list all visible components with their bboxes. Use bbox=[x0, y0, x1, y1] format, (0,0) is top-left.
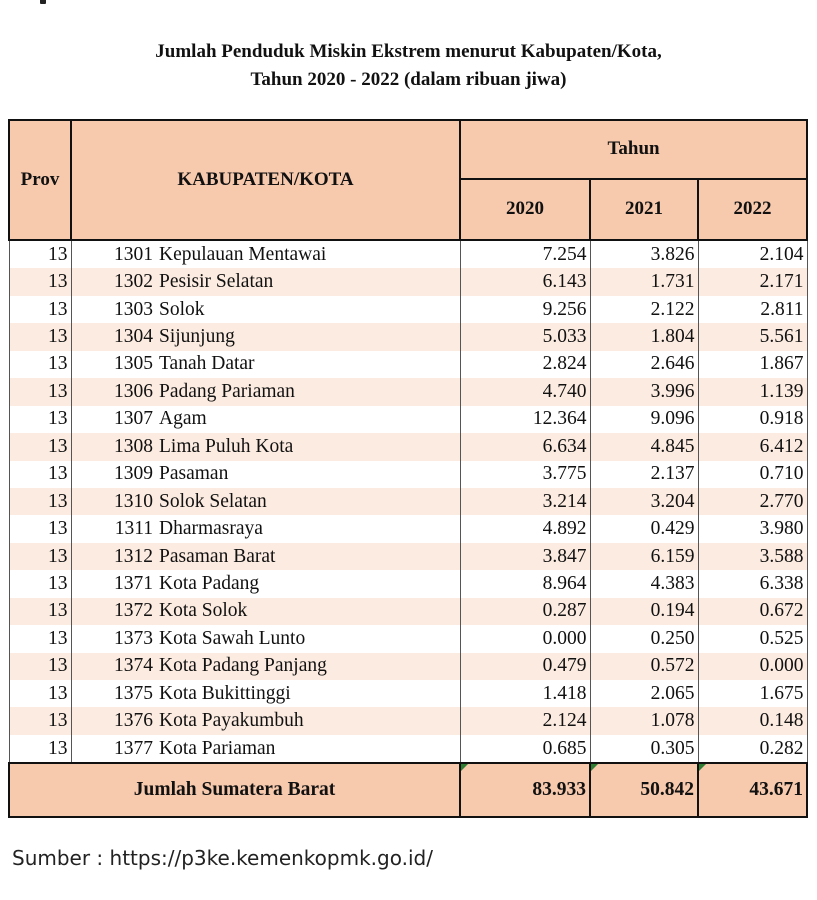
cell-2021: 0.572 bbox=[590, 653, 698, 680]
table-row bbox=[9, 323, 807, 350]
cell-2022: 2.104 bbox=[698, 240, 807, 268]
cell-prov: 13 bbox=[9, 323, 71, 350]
cell-2022: 3.588 bbox=[698, 543, 807, 570]
table-row bbox=[9, 296, 807, 323]
cell-2020: 6.634 bbox=[460, 433, 590, 460]
cell-2022: 1.139 bbox=[698, 378, 807, 405]
source-note: Sumber : https://p3ke.kemenkopmk.go.id/ bbox=[12, 846, 433, 870]
cell-2020: 3.214 bbox=[460, 488, 590, 515]
cell-2022: 1.867 bbox=[698, 351, 807, 378]
header-year-2022: 2022 bbox=[698, 179, 807, 240]
cell-prov: 13 bbox=[9, 488, 71, 515]
cell-2020: 12.364 bbox=[460, 406, 590, 433]
cell-2020: 2.124 bbox=[460, 707, 590, 734]
total-2022: 43.671 bbox=[698, 763, 807, 817]
cell-code: 1303 bbox=[71, 296, 157, 323]
cropped-previous-content bbox=[0, 0, 817, 6]
table-title bbox=[0, 38, 817, 94]
cell-2021: 1.804 bbox=[590, 323, 698, 350]
table-row bbox=[9, 680, 807, 707]
cell-code: 1371 bbox=[71, 570, 157, 597]
cell-name: Pesisir Selatan bbox=[157, 268, 460, 295]
header-kabupaten-kota: KABUPATEN/KOTA bbox=[71, 120, 460, 240]
cell-name: Kota Solok bbox=[157, 598, 460, 625]
cell-2021: 4.383 bbox=[590, 570, 698, 597]
cell-2021: 0.305 bbox=[590, 735, 698, 763]
cell-2022: 2.770 bbox=[698, 488, 807, 515]
cell-2020: 3.847 bbox=[460, 543, 590, 570]
table-body bbox=[9, 240, 807, 763]
cell-2021: 2.646 bbox=[590, 351, 698, 378]
header-year-2020: 2020 bbox=[460, 179, 590, 240]
cell-2022: 0.672 bbox=[698, 598, 807, 625]
table-row bbox=[9, 625, 807, 652]
cell-name: Solok Selatan bbox=[157, 488, 460, 515]
cell-2020: 0.685 bbox=[460, 735, 590, 763]
header-tahun: Tahun bbox=[460, 120, 807, 179]
header-year-2021: 2021 bbox=[590, 179, 698, 240]
cell-name: Lima Puluh Kota bbox=[157, 433, 460, 460]
title-line-1: Jumlah Penduduk Miskin Ekstrem menurut Kabupaten/Kota, bbox=[155, 41, 662, 62]
cell-code: 1373 bbox=[71, 625, 157, 652]
cell-code: 1308 bbox=[71, 433, 157, 460]
cell-name: Solok bbox=[157, 296, 460, 323]
cell-2022: 5.561 bbox=[698, 323, 807, 350]
cell-code: 1309 bbox=[71, 461, 157, 488]
table-row bbox=[9, 653, 807, 680]
total-2021: 50.842 bbox=[590, 763, 698, 817]
cell-prov: 13 bbox=[9, 653, 71, 680]
cell-2020: 4.740 bbox=[460, 378, 590, 405]
cell-code: 1375 bbox=[71, 680, 157, 707]
cell-2020: 2.824 bbox=[460, 351, 590, 378]
cell-name: Kota Padang bbox=[157, 570, 460, 597]
cell-prov: 13 bbox=[9, 461, 71, 488]
cell-prov: 13 bbox=[9, 268, 71, 295]
title-line-2: Tahun 2020 - 2022 (dalam ribuan jiwa) bbox=[250, 69, 567, 90]
cell-2022: 6.412 bbox=[698, 433, 807, 460]
cell-2020: 8.964 bbox=[460, 570, 590, 597]
table-row bbox=[9, 488, 807, 515]
cell-2022: 3.980 bbox=[698, 515, 807, 542]
cell-prov: 13 bbox=[9, 296, 71, 323]
poverty-table bbox=[8, 119, 808, 818]
cell-2021: 3.826 bbox=[590, 240, 698, 268]
cell-2021: 3.204 bbox=[590, 488, 698, 515]
cell-2020: 5.033 bbox=[460, 323, 590, 350]
table-row bbox=[9, 433, 807, 460]
cell-2020: 0.000 bbox=[460, 625, 590, 652]
cell-2020: 0.287 bbox=[460, 598, 590, 625]
table-row bbox=[9, 351, 807, 378]
cell-prov: 13 bbox=[9, 240, 71, 268]
cell-2020: 3.775 bbox=[460, 461, 590, 488]
cell-code: 1304 bbox=[71, 323, 157, 350]
cell-2022: 0.525 bbox=[698, 625, 807, 652]
cell-prov: 13 bbox=[9, 625, 71, 652]
cell-prov: 13 bbox=[9, 543, 71, 570]
cell-2020: 4.892 bbox=[460, 515, 590, 542]
header-prov: Prov bbox=[9, 120, 71, 240]
cell-code: 1305 bbox=[71, 351, 157, 378]
cell-2021: 0.429 bbox=[590, 515, 698, 542]
total-label: Jumlah Sumatera Barat bbox=[9, 763, 460, 817]
cell-code: 1306 bbox=[71, 378, 157, 405]
table-row bbox=[9, 406, 807, 433]
cell-name: Kepulauan Mentawai bbox=[157, 240, 460, 268]
cell-marker-icon bbox=[591, 764, 598, 771]
cell-prov: 13 bbox=[9, 707, 71, 734]
cell-2020: 1.418 bbox=[460, 680, 590, 707]
cell-code: 1307 bbox=[71, 406, 157, 433]
cell-code: 1312 bbox=[71, 543, 157, 570]
cell-2021: 2.065 bbox=[590, 680, 698, 707]
table-row bbox=[9, 735, 807, 763]
cell-prov: 13 bbox=[9, 735, 71, 763]
cell-prov: 13 bbox=[9, 433, 71, 460]
cell-2021: 3.996 bbox=[590, 378, 698, 405]
cell-prov: 13 bbox=[9, 598, 71, 625]
table-row bbox=[9, 268, 807, 295]
cell-2022: 0.000 bbox=[698, 653, 807, 680]
table-row bbox=[9, 543, 807, 570]
cell-name: Kota Padang Panjang bbox=[157, 653, 460, 680]
cell-prov: 13 bbox=[9, 351, 71, 378]
cell-2021: 6.159 bbox=[590, 543, 698, 570]
cell-2021: 2.137 bbox=[590, 461, 698, 488]
cell-code: 1377 bbox=[71, 735, 157, 763]
cell-2022: 0.710 bbox=[698, 461, 807, 488]
cell-name: Kota Payakumbuh bbox=[157, 707, 460, 734]
cell-2022: 2.811 bbox=[698, 296, 807, 323]
cell-2020: 6.143 bbox=[460, 268, 590, 295]
cell-2021: 0.194 bbox=[590, 598, 698, 625]
cell-prov: 13 bbox=[9, 680, 71, 707]
cell-2020: 9.256 bbox=[460, 296, 590, 323]
cell-name: Pasaman Barat bbox=[157, 543, 460, 570]
total-row bbox=[9, 763, 807, 817]
cell-prov: 13 bbox=[9, 515, 71, 542]
cell-2021: 1.078 bbox=[590, 707, 698, 734]
cell-2022: 0.918 bbox=[698, 406, 807, 433]
cell-2022: 0.282 bbox=[698, 735, 807, 763]
cell-name: Kota Pariaman bbox=[157, 735, 460, 763]
cell-code: 1311 bbox=[71, 515, 157, 542]
table-row bbox=[9, 461, 807, 488]
table-row bbox=[9, 570, 807, 597]
cell-code: 1301 bbox=[71, 240, 157, 268]
cell-name: Dharmasraya bbox=[157, 515, 460, 542]
cell-2022: 1.675 bbox=[698, 680, 807, 707]
cell-code: 1374 bbox=[71, 653, 157, 680]
cell-2021: 0.250 bbox=[590, 625, 698, 652]
cell-2022: 2.171 bbox=[698, 268, 807, 295]
cell-name: Sijunjung bbox=[157, 323, 460, 350]
cell-2021: 2.122 bbox=[590, 296, 698, 323]
cell-marker-icon bbox=[699, 764, 706, 771]
cell-name: Kota Sawah Lunto bbox=[157, 625, 460, 652]
cell-prov: 13 bbox=[9, 406, 71, 433]
cell-2021: 1.731 bbox=[590, 268, 698, 295]
cell-2021: 9.096 bbox=[590, 406, 698, 433]
cell-name: Tanah Datar bbox=[157, 351, 460, 378]
cell-prov: 13 bbox=[9, 570, 71, 597]
cell-marker-icon bbox=[461, 764, 468, 771]
cell-code: 1372 bbox=[71, 598, 157, 625]
cell-code: 1302 bbox=[71, 268, 157, 295]
cell-2020: 7.254 bbox=[460, 240, 590, 268]
cell-name: Kota Bukittinggi bbox=[157, 680, 460, 707]
table-row bbox=[9, 515, 807, 542]
cell-prov: 13 bbox=[9, 378, 71, 405]
cell-2022: 0.148 bbox=[698, 707, 807, 734]
table-row bbox=[9, 598, 807, 625]
cell-2022: 6.338 bbox=[698, 570, 807, 597]
cell-name: Padang Pariaman bbox=[157, 378, 460, 405]
cell-2020: 0.479 bbox=[460, 653, 590, 680]
total-2020: 83.933 bbox=[460, 763, 590, 817]
cell-code: 1310 bbox=[71, 488, 157, 515]
table-row bbox=[9, 240, 807, 268]
cell-code: 1376 bbox=[71, 707, 157, 734]
cell-name: Pasaman bbox=[157, 461, 460, 488]
table-row bbox=[9, 378, 807, 405]
table-row bbox=[9, 707, 807, 734]
cell-2021: 4.845 bbox=[590, 433, 698, 460]
cell-name: Agam bbox=[157, 406, 460, 433]
